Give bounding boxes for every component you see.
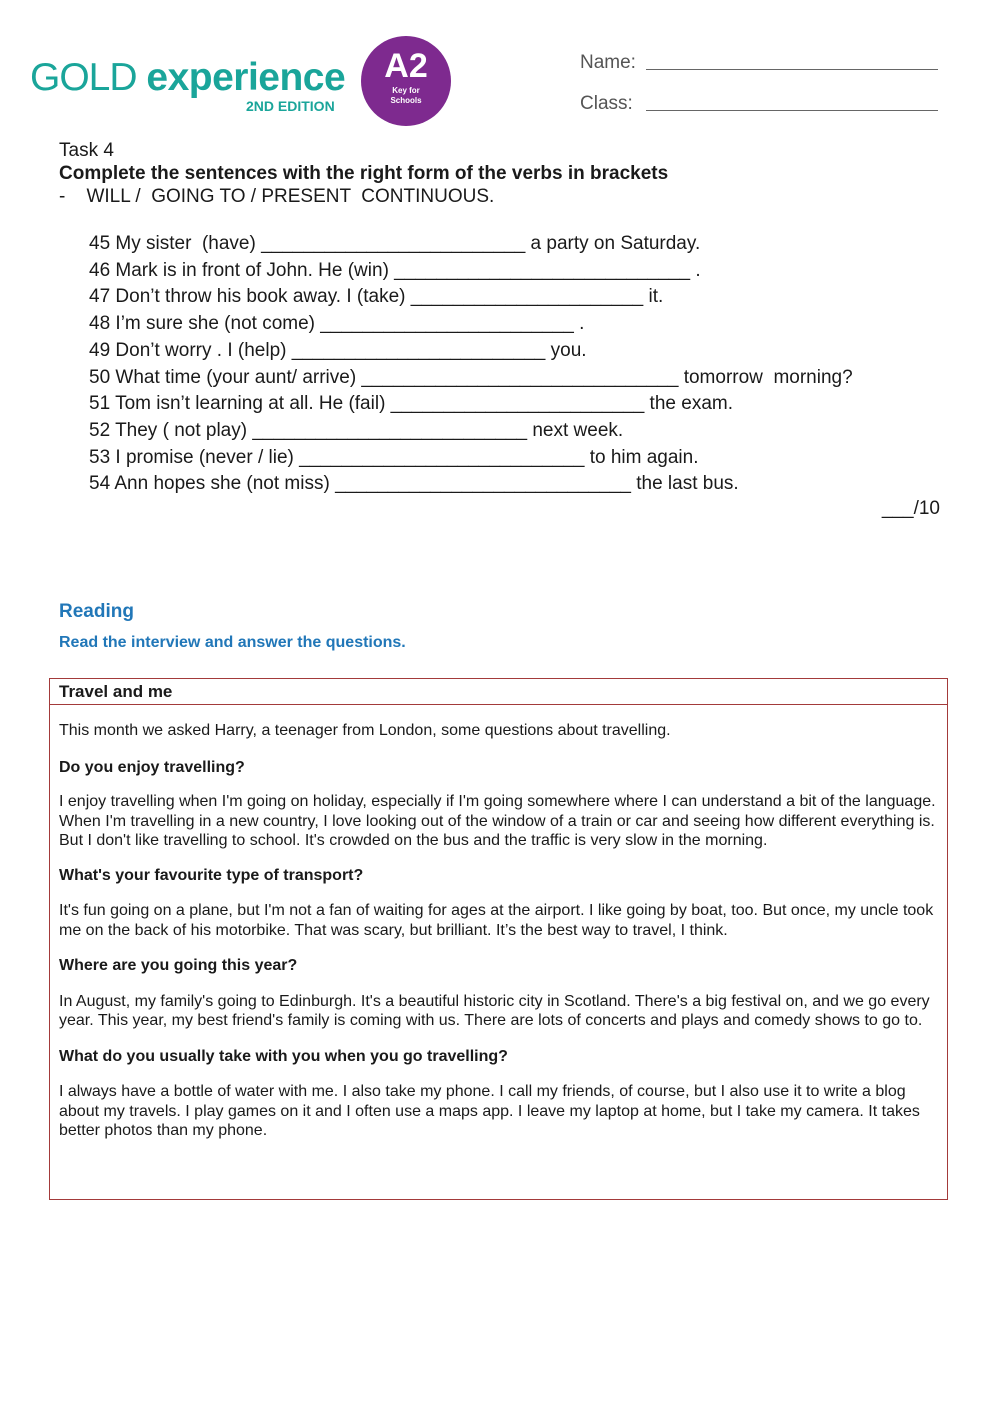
interview-body — [59, 721, 939, 1141]
logo-gold-text: GOLD — [30, 56, 137, 99]
exercise-item[interactable]: 53 I promise (never / lie) ___________________________ to him again. — [89, 446, 699, 468]
name-field[interactable] — [646, 69, 938, 70]
badge-level: A2 — [384, 47, 428, 85]
class-field[interactable] — [646, 110, 938, 111]
interview-question: What do you usually take with you when you go travelling? — [59, 1047, 508, 1065]
exercise-item[interactable]: 49 Don’t worry . I (help) ________________________ you. — [89, 339, 587, 361]
class-label: Class: — [580, 93, 633, 114]
reading-heading: Reading — [59, 601, 134, 622]
task-score: ___/10 — [881, 498, 940, 519]
logo — [30, 56, 345, 100]
exercise-item[interactable]: 45 My sister (have) _________________________ a party on Saturday. — [89, 233, 701, 254]
interview-intro: This month we asked Harry, a teenager from London, some questions about travelling. — [59, 722, 671, 739]
exercise-item[interactable]: 46 Mark is in front of John. He (win) ____________________________ . — [89, 259, 701, 281]
name-label: Name: — [580, 52, 636, 73]
interview-answer: It's fun going on a plane, but I'm not a fan of waiting for ages at the airport. I like going by boat, too. But once, my uncle took me on the back of his motorbike. That was scary, but brilliant. It’s the best way to travel, I think. — [59, 902, 934, 939]
exercise-item[interactable]: 54 Ann hopes she (not miss) ____________________________ the last bus. — [89, 473, 739, 495]
exercise-item[interactable]: 48 I’m sure she (not come) ________________________ . — [89, 313, 585, 335]
interview-question: Where are you going this year? — [59, 957, 298, 974]
interview-question: Do you enjoy travelling? — [59, 758, 245, 776]
interview-title: Travel and me — [50, 679, 947, 705]
interview-answer: I enjoy travelling when I'm going on holiday, especially if I'm going somewhere where I can understand a bit of the language. When I'm travelling in a new country, I love looking out of the window of a train or car and seeing how different everything is. But I don't like travelling to school. It's crowded on the bus and the traffic is very slow in the morning. — [59, 793, 936, 849]
task-title: Task 4 — [59, 140, 114, 161]
reading-instruction: Read the interview and answer the questions. — [59, 634, 406, 651]
logo-edition: 2ND EDITION — [246, 98, 335, 114]
exercise-item[interactable]: 52 They ( not play) __________________________ next week. — [89, 419, 624, 441]
exercise-item[interactable]: 51 Tom isn’t learning at all. He (fail) ________________________ the exam. — [89, 393, 733, 415]
logo-experience-text: experience — [146, 56, 346, 99]
task-rule: - WILL / GOING TO / PRESENT CONTINUOUS. — [59, 186, 495, 207]
interview-answer: In August, my family's going to Edinburgh. It's a beautiful historic city in Scotland. There's a big festival on, and we go every year. This year, my best friend's family is coming with us. There are lots of concerts and plays and comedy shows to go to. — [59, 992, 930, 1029]
interview-question: What's your favourite type of transport? — [59, 866, 364, 884]
level-badge — [361, 36, 451, 126]
interview-box — [49, 678, 948, 1200]
exercise-item[interactable]: 50 What time (your aunt/ arrive) ______________________________ tomorrow morning? — [89, 366, 853, 388]
interview-answer: I always have a bottle of water with me. I also take my phone. I call my friends, of course, but I also use it to write a blog about my travels. I play games on it and I often use a maps app. I leave my laptop at home, but I take my camera. It takes better photos than my phone. — [59, 1083, 920, 1139]
badge-subtitle: Key for Schools — [390, 86, 422, 105]
exercise-list — [89, 231, 969, 498]
exercise-item[interactable]: 47 Don’t throw his book away. I (take) ______________________ it. — [89, 286, 664, 308]
task-instruction: Complete the sentences with the right form of the verbs in brackets — [59, 163, 669, 184]
